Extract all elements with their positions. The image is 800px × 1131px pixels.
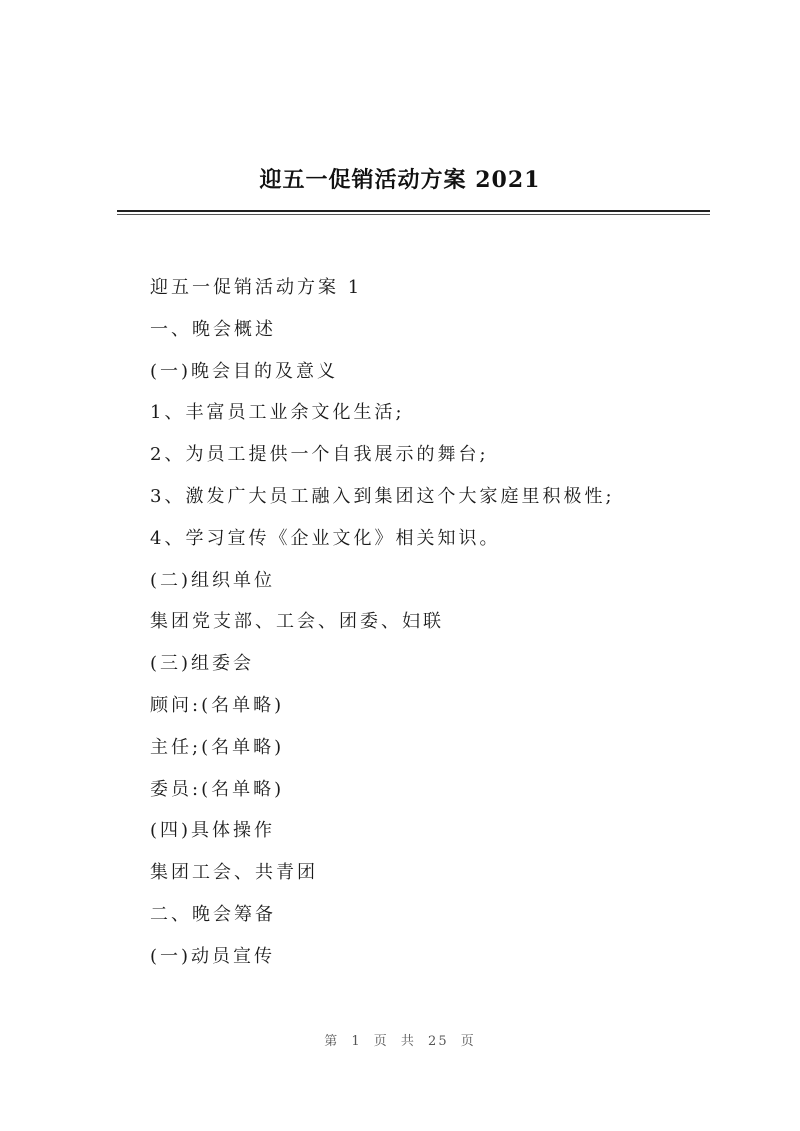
document-body bbox=[150, 267, 710, 978]
body-line: 主任;(名单略) bbox=[150, 736, 285, 758]
body-line: 3、激发广大员工融入到集团这个大家庭里积极性; bbox=[150, 485, 615, 507]
document-title: 迎五一促销活动方案 2021 bbox=[259, 167, 541, 193]
body-line: (一)动员宣传 bbox=[150, 945, 276, 967]
body-line: 集团工会、共青团 bbox=[150, 862, 318, 884]
body-line: (二)组织单位 bbox=[150, 569, 276, 591]
page-number-footer: 第 1 页 共 25 页 bbox=[324, 1034, 476, 1049]
body-line: (三)组委会 bbox=[150, 653, 255, 675]
body-line: 迎五一促销活动方案 1 bbox=[150, 277, 363, 298]
body-line: 一、晚会概述 bbox=[150, 318, 276, 340]
body-line: (一)晚会目的及意义 bbox=[150, 360, 339, 382]
body-line: 顾问:(名单略) bbox=[150, 694, 285, 716]
body-line: 4、学习宣传《企业文化》相关知识。 bbox=[150, 527, 501, 549]
body-line: 1、丰富员工业余文化生活; bbox=[150, 402, 405, 424]
body-line: 二、晚会筹备 bbox=[150, 903, 276, 925]
title-divider bbox=[117, 210, 710, 215]
body-line: (四)具体操作 bbox=[150, 820, 276, 842]
body-line: 2、为员工提供一个自我展示的舞台; bbox=[150, 444, 489, 466]
body-line: 委员:(名单略) bbox=[150, 778, 285, 800]
body-line: 集团党支部、工会、团委、妇联 bbox=[150, 611, 444, 633]
